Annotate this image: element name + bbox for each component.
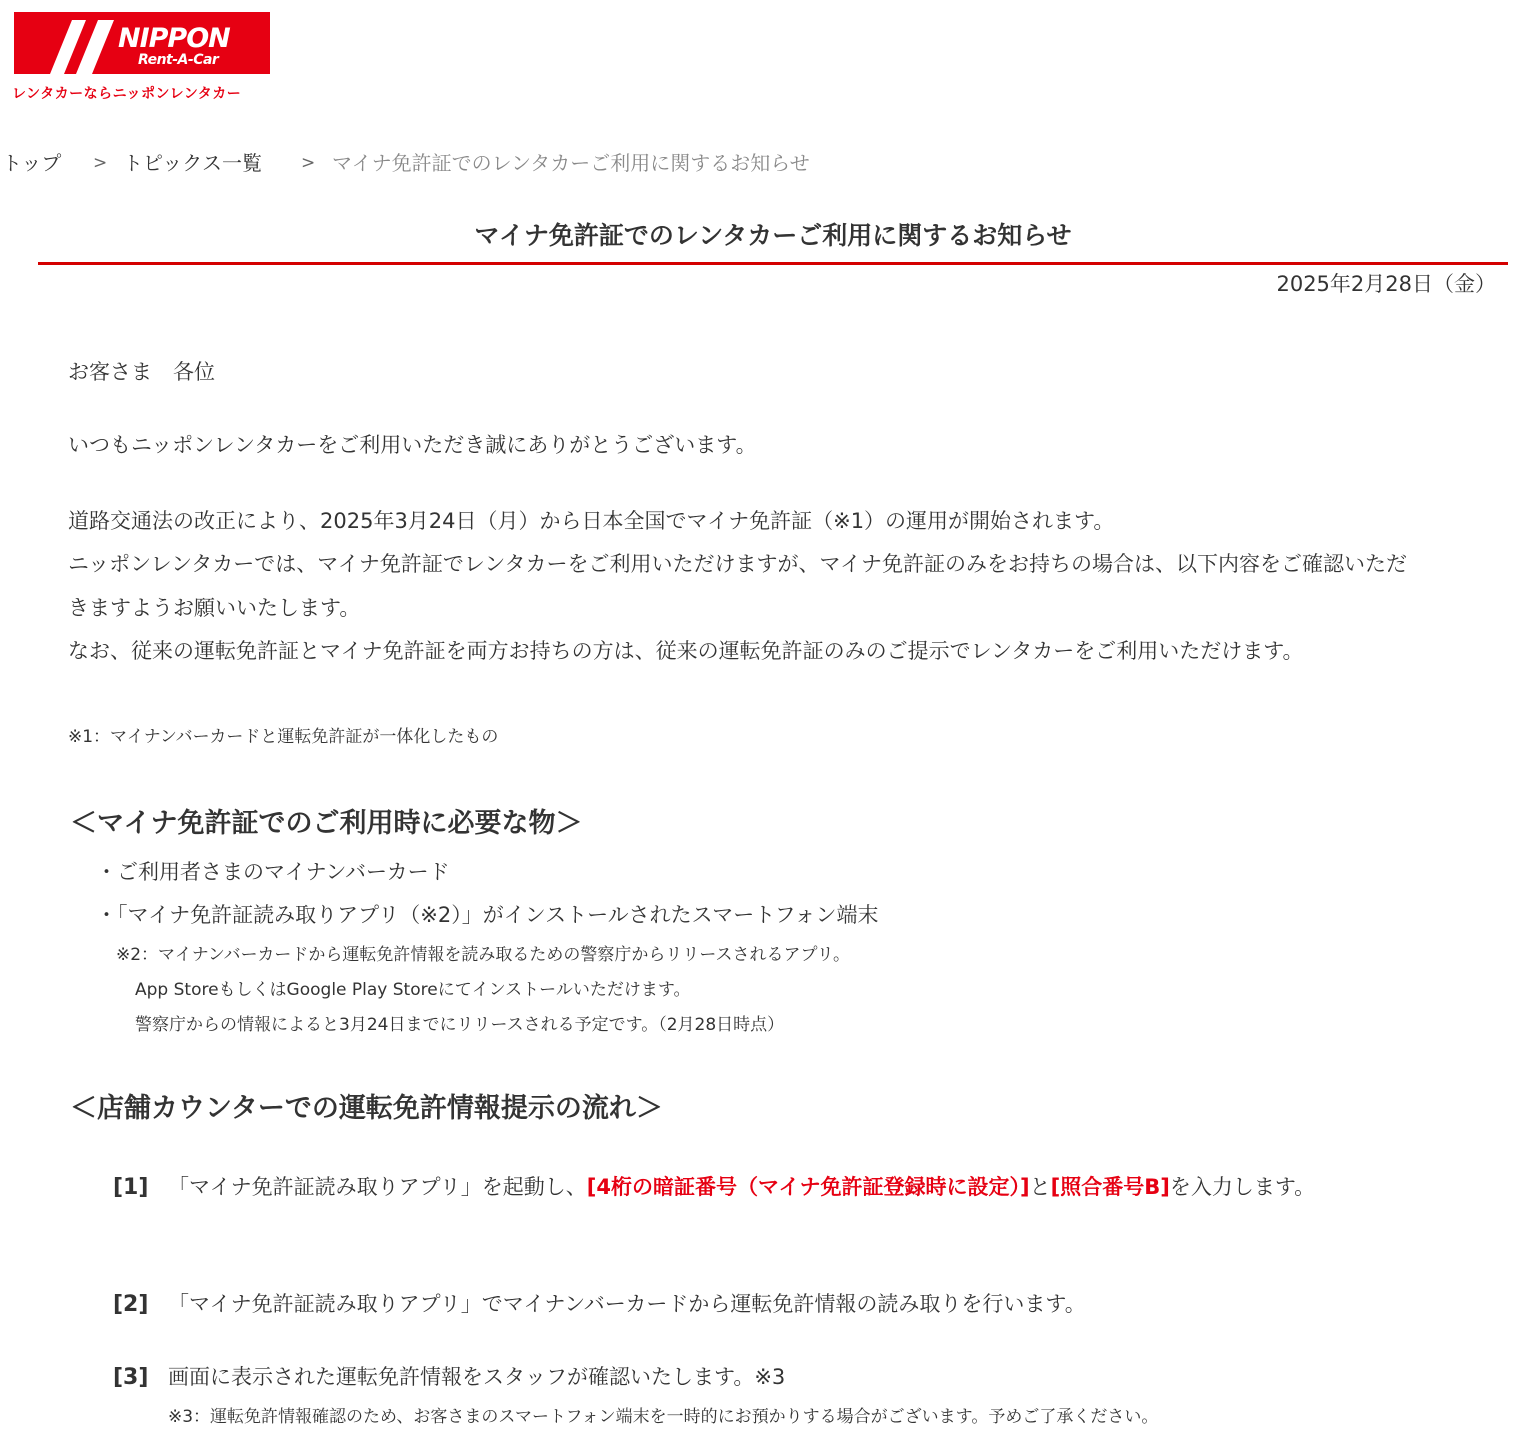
addressee: お客さま 各位 <box>68 360 215 384</box>
step-text-part: と <box>1029 1175 1051 1199</box>
logo-subtext: Rent-A-Car <box>138 52 219 68</box>
footnote-2-line: 警察庁からの情報によると3月24日までにリリースされる予定です。（2月28日時点） <box>135 1015 785 1035</box>
breadcrumb-separator: > <box>93 153 108 173</box>
list-item: ・「マイナ免許証読み取りアプリ（※2）」がインストールされたスマートフォン端末 <box>96 903 879 927</box>
logo-stripes-icon <box>14 12 124 74</box>
step-highlight-code: [照合番号B] <box>1050 1175 1170 1199</box>
paragraph-line: ニッポンレンタカーでは、マイナ免許証でレンタカーをご利用いただけますが、マイナ免許証のみをお持ちの場合は、以下内容をご確認いただきますようお願いいたします。 <box>68 552 1408 620</box>
footnote-2-line: App StoreもしくはGoogle Play Storeにてインストールいただけます。 <box>135 980 691 1000</box>
breadcrumb-topics-link[interactable]: トピックス一覧 <box>123 151 262 175</box>
step-highlight-pin: [4桁の暗証番号（マイナ免許証登録時に設定）] <box>586 1175 1030 1199</box>
footnote-2-line: ※2：マイナンバーカードから運転免許情報を読み取るための警察庁からリリースされるアプリ。 <box>116 945 850 965</box>
publish-date: 2025年2月28日（金） <box>1276 272 1496 296</box>
title-divider <box>38 262 1508 265</box>
step-text: 画面に表示された運転免許情報をスタッフが確認いたします。※3 <box>168 1365 786 1389</box>
footnote-3: ※3：運転免許情報確認のため、お客さまのスマートフォン端末を一時的にお預かりする場合がございます。予めご了承ください。 <box>168 1407 1159 1427</box>
breadcrumb-separator: > <box>301 153 316 173</box>
paragraph-line: なお、従来の運転免許証とマイナ免許証を両方お持ちの方は、従来の運転免許証のみのご提示でレンタカーをご利用いただけます。 <box>68 639 1304 664</box>
step-number: [1] <box>113 1175 149 1200</box>
step-number: [3] <box>113 1365 149 1390</box>
step-text: 「マイナ免許証読み取りアプリ」でマイナンバーカードから運転免許情報の読み取りを行います。 <box>168 1292 1086 1316</box>
breadcrumb-current: マイナ免許証でのレンタカーご利用に関するお知らせ <box>332 151 810 175</box>
logo-tagline: レンタカーならニッポンレンタカー <box>12 86 242 102</box>
page-title: マイナ免許証でのレンタカーご利用に関するお知らせ <box>474 221 1072 250</box>
breadcrumb-top-link[interactable]: トップ <box>2 151 62 175</box>
step-text <box>168 1166 1418 1209</box>
list-item: ・ご利用者さまのマイナンバーカード <box>96 860 450 884</box>
greeting: いつもニッポンレンタカーをご利用いただき誠にありがとうございます。 <box>68 433 757 457</box>
step-text-part: を入力します。 <box>1169 1175 1316 1199</box>
step-number: [2] <box>113 1292 149 1317</box>
section-heading-required-items: ＜マイナ免許証でのご利用時に必要な物＞ <box>70 808 583 839</box>
logo-wordmark: NIPPON <box>118 23 230 54</box>
footnote-1: ※1：マイナンバーカードと運転免許証が一体化したもの <box>68 727 499 747</box>
step-text-part: 「マイナ免許証読み取りアプリ」を起動し、 <box>168 1175 587 1199</box>
paragraph-line: 道路交通法の改正により、2025年3月24日（月）から日本全国でマイナ免許証（※1）の運用が開始されます。 <box>68 509 1115 533</box>
intro-paragraph <box>68 500 1428 674</box>
site-logo[interactable] <box>14 12 270 74</box>
section-heading-counter-flow: ＜店舗カウンターでの運転免許情報提示の流れ＞ <box>70 1093 663 1124</box>
